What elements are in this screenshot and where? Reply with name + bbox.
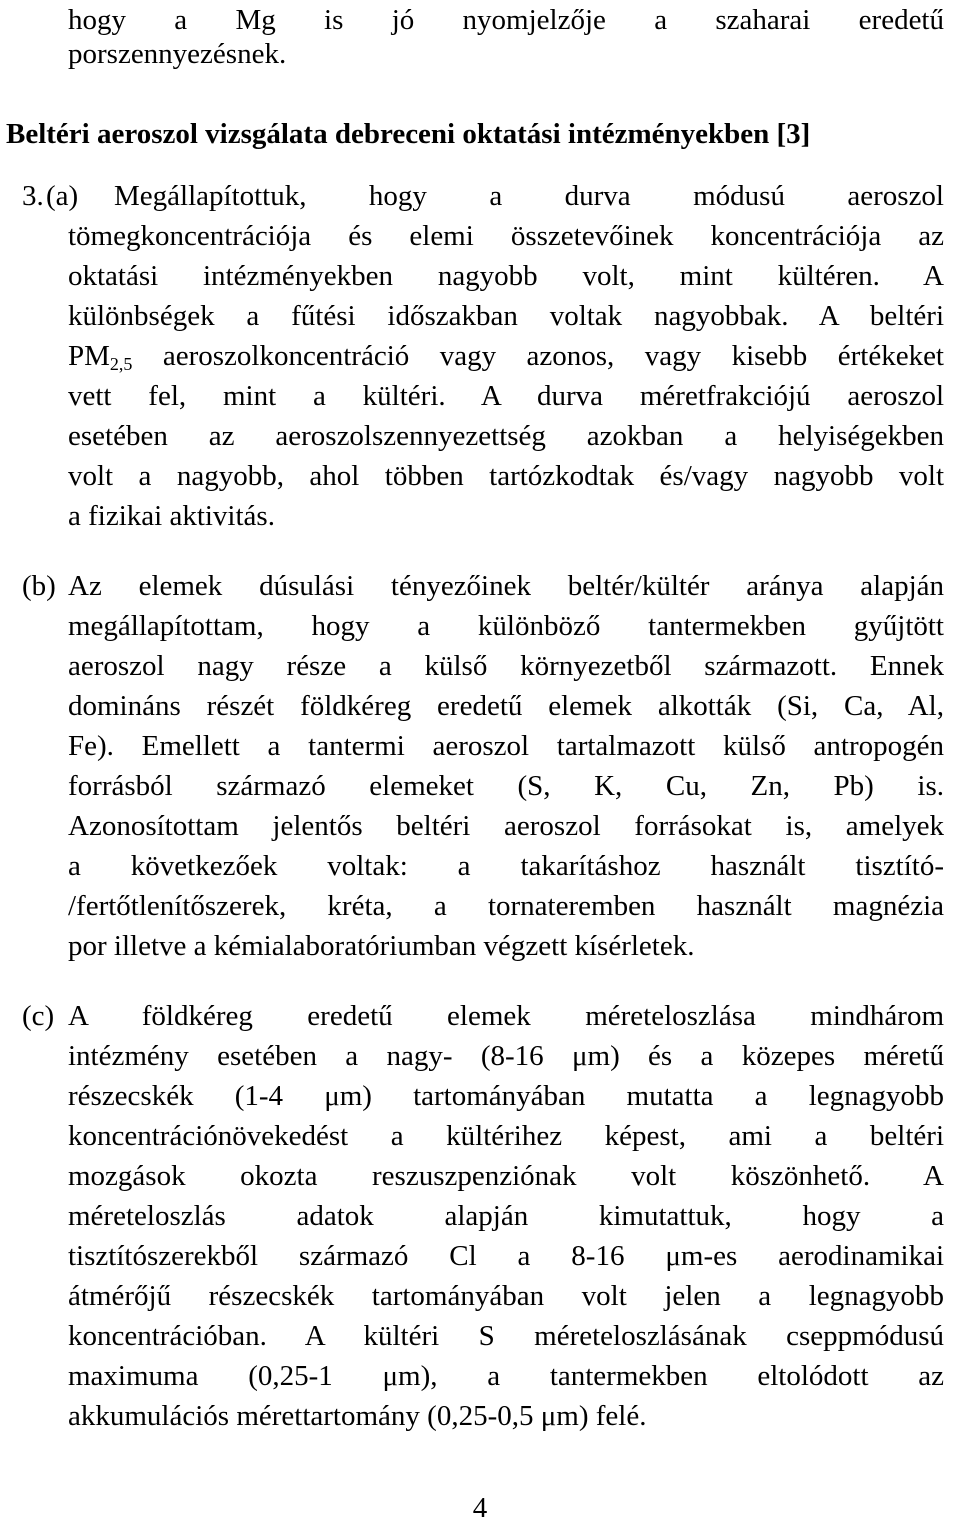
item-a-line-2: tömegkoncentrációja és elemi összetevőinek koncentrációja az	[68, 220, 944, 252]
item-number: 3.	[22, 180, 44, 212]
pm-rest: aeroszolkoncentráció vagy azonos, vagy kisebb értékeket	[132, 340, 944, 372]
item-b-line-6: forrásból származó elemeket (S, K, Cu, Zn, Pb) is.	[68, 770, 944, 802]
item-c-marker: (c)	[22, 1000, 55, 1032]
item-b-line-8: a következőek voltak: a takarításhoz használt tisztító-	[68, 850, 944, 882]
item-a-pm-line	[68, 336, 944, 376]
item-c-line-5: mozgások okozta reszuszpenziónak volt köszönhető. A	[68, 1160, 944, 1192]
intro-line-2: porszennyezésnek.	[68, 38, 287, 70]
item-c-line-2: intézmény esetében a nagy- (8-16 μm) és a közepes méretű	[68, 1040, 944, 1072]
pm-subscript: 2,5	[109, 354, 133, 374]
item-c-line-10: maximuma (0,25-1 μm), a tantermekben eltolódott az	[68, 1360, 944, 1392]
item-b-line-4: domináns részét földkéreg eredetű elemek alkották (Si, Ca, Al,	[68, 690, 944, 722]
item-c-line-7: tisztítószerekből származó Cl a 8-16 μm-es aerodinamikai	[68, 1240, 944, 1272]
section-heading: Beltéri aeroszol vizsgálata debreceni oktatási intézményekben [3]	[6, 118, 811, 150]
item-b-marker: (b)	[22, 570, 56, 602]
item-a-marker: (a)	[46, 180, 79, 212]
item-c-line-1: A földkéreg eredetű elemek méreteloszlása mindhárom	[68, 1000, 944, 1032]
item-c-line-8: átmérőjű részecskék tartományában volt jelen a legnagyobb	[68, 1280, 944, 1312]
intro-line-1: hogy a Mg is jó nyomjelzője a szaharai eredetű	[68, 4, 944, 36]
item-c-line-9: koncentrációban. A kültéri S méreteloszlásának cseppmódusú	[68, 1320, 944, 1352]
pm-prefix: PM	[68, 340, 110, 372]
item-a-line-1: Megállapítottuk, hogy a durva módusú aeroszol	[114, 180, 944, 212]
item-c-line-6: méreteloszlás adatok alapján kimutattuk, hogy a	[68, 1200, 944, 1232]
item-a-line-7: esetében az aeroszolszennyezettség azokban a helyiségekben	[68, 420, 944, 452]
item-b-line-7: Azonosítottam jelentős beltéri aeroszol forrásokat is, amelyek	[68, 810, 944, 842]
item-c-line-4: koncentrációnövekedést a kültérihez képest, ami a beltéri	[68, 1120, 944, 1152]
item-a-line-4: különbségek a fűtési időszakban voltak nagyobbak. A beltéri	[68, 300, 944, 332]
item-b-line-9: /fertőtlenítőszerek, kréta, a tornateremben használt magnézia	[68, 890, 944, 922]
item-c-line-11: akkumulációs mérettartomány (0,25-0,5 μm) felé.	[68, 1400, 647, 1432]
item-b-line-3: aeroszol nagy része a külső környezetből származott. Ennek	[68, 650, 944, 682]
item-a-line-3: oktatási intézményekben nagyobb volt, mint kültéren. A	[68, 260, 944, 292]
item-b-line-10: por illetve a kémialaboratóriumban végzett kísérletek.	[68, 930, 695, 962]
item-a-line-8: volt a nagyobb, ahol többen tartózkodtak és/vagy nagyobb volt	[68, 460, 944, 492]
item-b-line-2: megállapítottam, hogy a különböző tantermekben gyűjtött	[68, 610, 944, 642]
item-b-line-1: Az elemek dúsulási tényezőinek beltér/kültér aránya alapján	[68, 570, 944, 602]
item-a-line-6: vett fel, mint a kültéri. A durva méretfrakciójú aeroszol	[68, 380, 944, 412]
item-b-line-5: Fe). Emellett a tantermi aeroszol tartalmazott külső antropogén	[68, 730, 944, 762]
item-a-line-9: a fizikai aktivitás.	[68, 500, 275, 532]
page-number: 4	[472, 1492, 488, 1524]
item-c-line-3: részecskék (1-4 μm) tartományában mutatta a legnagyobb	[68, 1080, 944, 1112]
